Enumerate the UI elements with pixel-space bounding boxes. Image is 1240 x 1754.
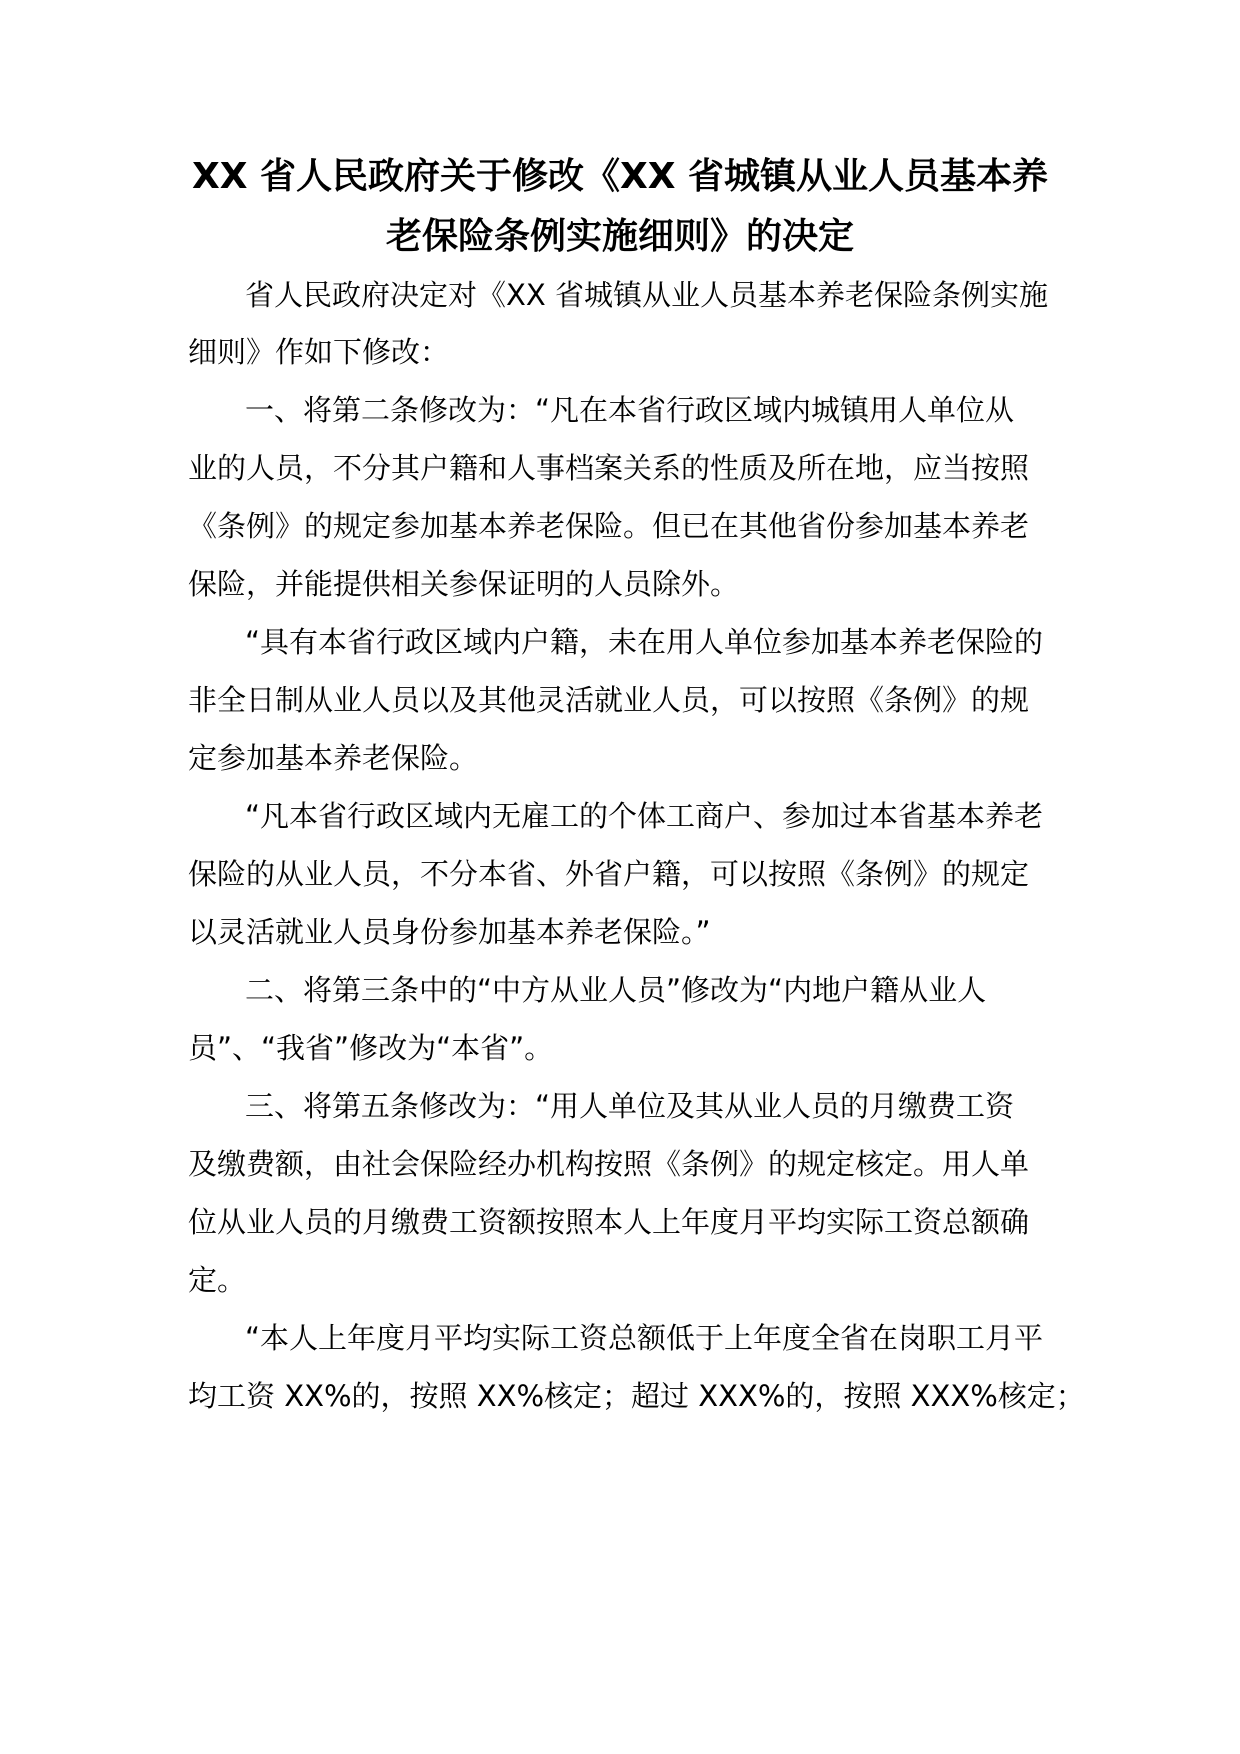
body-line: 三、将第五条修改为：“用人单位及其从业人员的月缴费工资 — [245, 1089, 1015, 1123]
body-line: “凡本省行政区域内无雇工的个体工商户、参加过本省基本养老 — [245, 799, 1044, 833]
body-line: 业的人员，不分其户籍和人事档案关系的性质及所在地，应当按照 — [188, 451, 1030, 485]
document-title-line-1: XX 省人民政府关于修改《XX 省城镇从业人员基本养 — [191, 156, 1049, 197]
body-line: 均工资 XX%的，按照 XX%核定；超过 XXX%的，按照 XXX%核定； — [188, 1379, 1085, 1413]
body-line: 细则》作如下修改： — [188, 335, 450, 369]
body-line: 省人民政府决定对《XX 省城镇从业人员基本养老保险条例实施 — [245, 278, 1048, 312]
body-line: 保险，并能提供相关参保证明的人员除外。 — [188, 567, 740, 601]
body-line: 定。 — [188, 1263, 247, 1297]
body-line: 二、将第三条中的“中方从业人员”修改为“内地户籍从业人 — [245, 973, 987, 1007]
body-line: 一、将第二条修改为：“凡在本省行政区域内城镇用人单位从 — [245, 393, 1015, 427]
document-title-line-2: 老保险条例实施细则》的决定 — [385, 216, 854, 257]
body-line: 位从业人员的月缴费工资额按照本人上年度月平均实际工资总额确 — [188, 1205, 1030, 1239]
body-line: 定参加基本养老保险。 — [188, 741, 479, 775]
body-line: 以灵活就业人员身份参加基本养老保险。” — [188, 915, 711, 949]
body-line: 《条例》的规定参加基本养老保险。但已在其他省份参加基本养老 — [188, 509, 1030, 543]
body-line: 员”、“我省”修改为“本省”。 — [188, 1031, 554, 1065]
body-line: 非全日制从业人员以及其他灵活就业人员，可以按照《条例》的规 — [188, 683, 1030, 717]
body-line: “本人上年度月平均实际工资总额低于上年度全省在岗职工月平 — [245, 1321, 1044, 1355]
body-line: “具有本省行政区域内户籍，未在用人单位参加基本养老保险的 — [245, 625, 1044, 659]
body-line: 及缴费额，由社会保险经办机构按照《条例》的规定核定。用人单 — [188, 1147, 1030, 1181]
body-line: 保险的从业人员，不分本省、外省户籍，可以按照《条例》的规定 — [188, 857, 1030, 891]
